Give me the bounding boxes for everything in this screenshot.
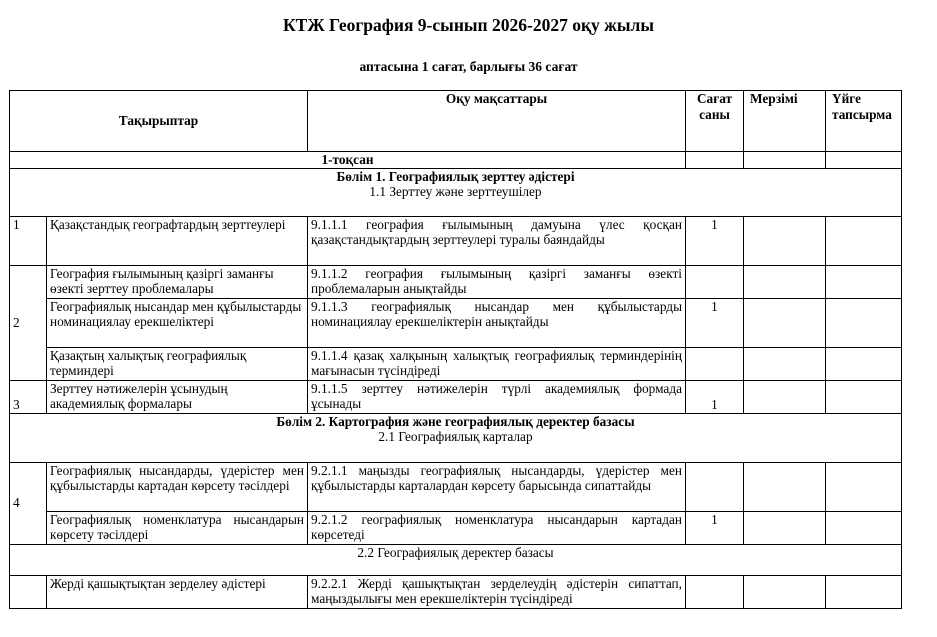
table-row [10,462,902,511]
hours-cell: 1 [686,380,744,413]
topic-cell: Географиялық нысандар мен құбылыстарды номинациялау ерекшеліктері [47,298,308,347]
homework-cell [826,575,902,608]
quarter-label: 1-тоқсан [10,152,686,169]
hours-cell: 1 [686,511,744,544]
table-row [10,575,902,608]
quarter-row [10,152,902,169]
date-cell [744,575,826,608]
section-1-subtitle: 1.1 Зерттеу және зерттеушілер [369,184,542,199]
row-number [10,575,47,608]
row-number: 4 [10,462,47,544]
document-title: КТЖ География 9-сынып 2026-2027 оқу жылы [282,15,655,35]
date-cell [744,265,826,298]
table-row [10,511,902,544]
row-number: 1 [10,216,47,265]
section-2-title: Бөлім 2. Картография және географиялық деректер базасы [276,413,635,429]
topic-cell: География ғылымының қазіргі заманғы өзекті зерттеу проблемалары [47,265,308,298]
section-1-header [10,168,902,216]
section-row [10,544,902,575]
table-row [10,216,902,265]
table-row [10,380,902,413]
topic-cell: Қазақтың халықтық географиялық терминдері [47,347,308,380]
section-row [10,168,902,216]
hours-cell: 1 [686,216,744,265]
objective-cell: 9.1.1.5 зерттеу нәтижелерін түрлі академиялық формада ұсынады [308,380,686,413]
homework-cell [826,265,902,298]
document-subtitle: аптасына 1 сағат, барлығы 36 сағат [359,59,578,74]
date-cell [744,216,826,265]
date-cell [744,298,826,347]
section-2-subtitle: 2.1 Географиялық карталар [378,429,533,444]
date-cell [744,462,826,511]
objective-cell: 9.2.1.2 географиялық номенклатура нысандарын картадан көрсетеді [308,511,686,544]
table-row [10,347,902,380]
homework-cell [826,511,902,544]
table-header-row [10,91,902,152]
hours-cell [686,347,744,380]
date-cell [744,380,826,413]
empty-cell [744,152,826,169]
header-hours: Сағат саны [686,91,744,152]
header-homework: Үйге тапсырма [826,91,902,152]
row-number: 3 [10,380,47,413]
empty-cell [826,152,902,169]
row-number: 2 [10,265,47,380]
plan-table [9,90,902,609]
topic-cell: Қазақстандық географтардың зерттеулері [47,216,308,265]
table-row [10,298,902,347]
date-cell [744,347,826,380]
hours-cell: 1 [686,298,744,347]
topic-cell: Географиялық номенклатура нысандарын көрсету тәсілдері [47,511,308,544]
section-row [10,413,902,462]
section-2-header [10,413,902,462]
objective-cell: 9.2.2.1 Жерді қашықтықтан зерделеудің әдістерін сипаттап, маңыздылығы мен ерекшеліктерін түсіндіреді [308,575,686,608]
header-topics: Тақырыптар [10,91,308,152]
objective-cell: 9.2.1.1 маңызды географиялық нысандарды, үдерістер мен құбылыстарды карталардан көрсету барысында сипаттайды [308,462,686,511]
table-row [10,265,902,298]
date-cell [744,511,826,544]
section-1-title: Бөлім 1. Географиялық зерттеу әдістері [336,168,575,184]
hours-cell [686,575,744,608]
hours-cell [686,265,744,298]
objective-cell: 9.1.1.3 географиялық нысандар мен құбылыстарды номинациялау ерекшеліктерін анықтайды [308,298,686,347]
topic-cell: Географиялық нысандарды, үдерістер мен құбылыстарды картадан көрсету тәсілдері [47,462,308,511]
homework-cell [826,216,902,265]
empty-cell [686,152,744,169]
homework-cell [826,347,902,380]
section-3-subtitle: 2.2 Географиялық деректер базасы [10,544,902,575]
objective-cell: 9.1.1.4 қазақ халқының халықтық географиялық терминдерінің мағынасын түсіндіреді [308,347,686,380]
header-date: Мерзімі [744,91,826,152]
objective-cell: 9.1.1.1 география ғылымының дамуына үлес қосқан қазақстандықтардың зерттеулері туралы баяндайды [308,216,686,265]
objective-cell: 9.1.1.2 география ғылымының қазіргі заманғы өзекті проблемаларын анықтайды [308,265,686,298]
topic-cell: Зерттеу нәтижелерін ұсынудың академиялық формалары [47,380,308,413]
header-objectives: Оқу мақсаттары [308,91,686,152]
topic-cell: Жерді қашықтықтан зерделеу әдістері [47,575,308,608]
homework-cell [826,462,902,511]
hours-cell [686,462,744,511]
homework-cell [826,298,902,347]
homework-cell [826,380,902,413]
